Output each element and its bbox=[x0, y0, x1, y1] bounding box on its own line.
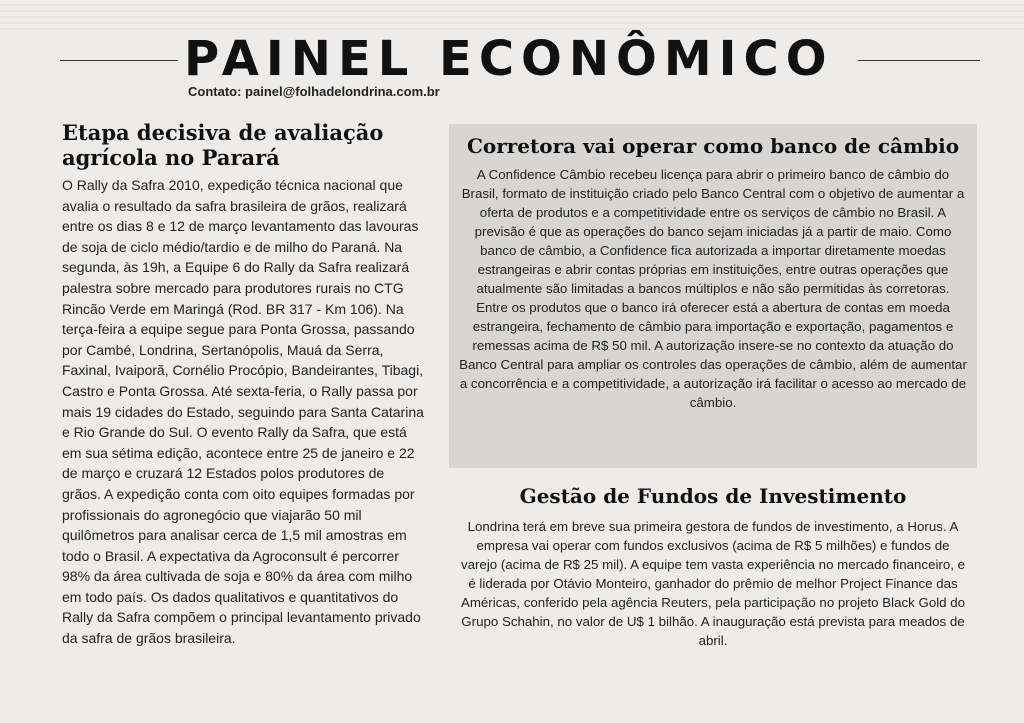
article-fundos-investimento bbox=[449, 483, 977, 650]
masthead bbox=[60, 28, 980, 90]
article-rally-safra bbox=[62, 120, 426, 649]
article-body: O Rally da Safra 2010, expedição técnica nacional que avalia o resultado da safra brasileira de grãos, realizará entre os dias 8 e 12 de março levantamento das lavouras de soja de ciclo médio/tardio e de milho do Paraná. Na segunda, às 19h, a Equipe 6 do Rally da Safra realizará palestra sobre mercado para produtores rurais no CTG Rincão Verde em Maringá (Rod. BR 317 - Km 106). Na terça-feira a equipe segue para Ponta Grossa, passando por Cambé, Londrina, Sertanópolis, Mauá da Serra, Faxinal, Ivaiporã, Cornélio Procópio, Bandeirantes, Tibagi, Castro e Ponta Grossa. Até sexta-feria, o Rally passa por mais 19 cidades do Estado, seguindo para Santa Catarina e Rio Grande do Sul. O evento Rally da Safra, que está em sua sétima edição, acontece entre 25 de janeiro e 22 de março e cruzará 12 Estados polos produtores de grãos. A expedição conta com oito equipes formadas por profissionais do agronegócio que viajarão 50 mil quilômetros para analisar cerca de 1,5 mil amostras em todo o Brasil. A expectativa da Agroconsult é percorrer 98% da área cultivada de soja e 80% da área com milho em todo país. Os dados qualitativos e quantitativos do Rally da Safra compõem o principal levantamento privado da safra de grãos brasileira. bbox=[62, 177, 424, 647]
masthead-rule-left bbox=[60, 60, 178, 61]
contact-line: Contato: painel@folhadelondrina.com.br bbox=[188, 84, 440, 99]
article-corretora-cambio bbox=[449, 124, 977, 468]
article-headline: Corretora vai operar como banco de câmbio bbox=[466, 134, 960, 158]
article-body: Londrina terá em breve sua primeira gestora de fundos de investimento, a Horus. A empresa vai operar com fundos exclusivos (acima de R$ 5 milhões) e fundos de varejo (acima de R$ 25 mil). A equipe tem vasta experiência no mercado financeiro, e é liderada por Otávio Monteiro, ganhador do prêmio de melhor Project Finance das Américas, conferido pela agência Reuters, pela participação no projeto Black Gold do Grupo Schahin, no valor de U$ 1 bilhão. A inauguração está prevista para meados de abril. bbox=[460, 519, 966, 648]
page-title: PAINEL ECONÔMICO bbox=[184, 31, 834, 87]
bleed-through-strip bbox=[0, 0, 1024, 30]
article-headline: Etapa decisiva de avaliação agrícola no Parará bbox=[62, 120, 384, 170]
article-headline: Gestão de Fundos de Investimento bbox=[519, 484, 907, 508]
article-body: A Confidence Câmbio recebeu licença para abrir o primeiro banco de câmbio do Brasil, formato de instituição criado pelo Banco Central com o objetivo de aumentar a oferta de produtos e a competitividade entre os serviços de câmbio no Brasil. A previsão é que as operações do banco sejam iniciadas já a partir de maio. Como banco de câmbio, a Confidence fica autorizada a importar diretamente moedas estrangeiras e abrir contas próprias em instituições, entre outras operações que atualmente são limitadas a bancos múltiplos e não são permitidas às corretoras. Entre os produtos que o banco irá oferecer está a abertura de contas em moeda estrangeira, fechamento de câmbio para importação e exportação, pagamentos e remessas acima de R$ 50 mil. A autorização insere-se no contexto da atuação do Banco Central para ampliar os controles das operações de câmbio, além de aumentar a concorrência e a competitividade, a autorização irá facilitar o acesso ao mercado de câmbio. bbox=[459, 167, 967, 410]
masthead-rule-right bbox=[858, 60, 980, 61]
